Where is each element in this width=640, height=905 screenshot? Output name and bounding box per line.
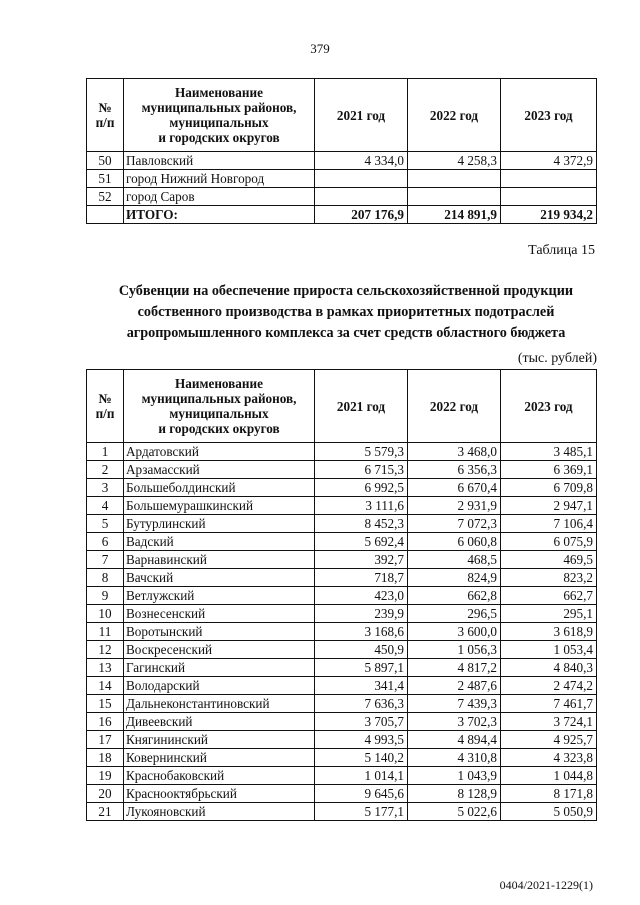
row-district-name: Княгининский (124, 731, 315, 749)
row-value-2021: 3 168,6 (315, 623, 408, 641)
row-number: 8 (87, 569, 124, 587)
header-2022: 2022 год (408, 370, 501, 443)
row-value-2023: 6 369,1 (501, 461, 597, 479)
table-title (90, 281, 602, 344)
row-value-2023: 3 724,1 (501, 713, 597, 731)
row-number: 10 (87, 605, 124, 623)
header-name-line: муниципальных районов, (141, 391, 297, 406)
row-value-2021: 5 579,3 (315, 443, 408, 461)
table-row (87, 443, 597, 461)
row-district-name: Бутурлинский (124, 515, 315, 533)
row-district-name: Воскресенский (124, 641, 315, 659)
row-value-2022: 3 468,0 (408, 443, 501, 461)
table-row (87, 785, 597, 803)
row-district-name: Большеболдинский (124, 479, 315, 497)
row-number: 19 (87, 767, 124, 785)
table-row (87, 170, 597, 188)
row-value-2022: 824,9 (408, 569, 501, 587)
row-district-name: город Саров (124, 188, 315, 206)
header-name (124, 370, 315, 443)
table-row (87, 803, 597, 821)
row-value-2022: 2 931,9 (408, 497, 501, 515)
row-value-2023: 823,2 (501, 569, 597, 587)
table-header-row (87, 370, 597, 443)
row-value-2022: 4 258,3 (408, 152, 501, 170)
table-row (87, 188, 597, 206)
table-header-row (87, 79, 597, 152)
table-row (87, 533, 597, 551)
row-district-name: Ветлужский (124, 587, 315, 605)
table-row (87, 587, 597, 605)
row-district-name: Вознесенский (124, 605, 315, 623)
row-district-name: Гагинский (124, 659, 315, 677)
row-number: 11 (87, 623, 124, 641)
row-district-name: Володарский (124, 677, 315, 695)
row-number: 5 (87, 515, 124, 533)
row-value-2023: 7 106,4 (501, 515, 597, 533)
row-district-name: Ардатовский (124, 443, 315, 461)
row-value-2022: 6 670,4 (408, 479, 501, 497)
row-value-2022 (408, 170, 501, 188)
row-value-2021 (315, 170, 408, 188)
row-value-2021: 1 014,1 (315, 767, 408, 785)
row-number: 17 (87, 731, 124, 749)
total-value-2022: 214 891,9 (408, 206, 501, 224)
row-value-2021: 423,0 (315, 587, 408, 605)
header-2021: 2021 год (315, 79, 408, 152)
row-value-2023: 4 840,3 (501, 659, 597, 677)
table-row (87, 695, 597, 713)
header-num (87, 370, 124, 443)
row-number: 6 (87, 533, 124, 551)
row-number: 52 (87, 188, 124, 206)
row-value-2022: 3 702,3 (408, 713, 501, 731)
header-name-line: муниципальных (169, 406, 269, 421)
page-number: 379 (310, 41, 330, 56)
table-row (87, 731, 597, 749)
row-number: 7 (87, 551, 124, 569)
row-value-2021: 5 897,1 (315, 659, 408, 677)
row-district-name: Лукояновский (124, 803, 315, 821)
row-number: 16 (87, 713, 124, 731)
table-row (87, 461, 597, 479)
row-value-2023: 2 474,2 (501, 677, 597, 695)
row-value-2022: 1 056,3 (408, 641, 501, 659)
total-empty-cell (87, 206, 124, 224)
row-value-2021: 9 645,6 (315, 785, 408, 803)
table-row (87, 749, 597, 767)
row-number: 4 (87, 497, 124, 515)
row-number: 9 (87, 587, 124, 605)
header-name-line: Наименование (175, 85, 263, 100)
table-row (87, 605, 597, 623)
row-district-name: Арзамасский (124, 461, 315, 479)
row-number: 15 (87, 695, 124, 713)
row-value-2023: 3 618,9 (501, 623, 597, 641)
row-value-2023: 295,1 (501, 605, 597, 623)
row-value-2021 (315, 188, 408, 206)
table-title-line: собственного производства в рамках приоритетных подотраслей (137, 304, 555, 320)
header-name-line: муниципальных (169, 115, 269, 130)
header-name-line: и городских округов (158, 130, 280, 145)
header-2022: 2022 год (408, 79, 501, 152)
row-value-2021: 6 992,5 (315, 479, 408, 497)
row-value-2022: 6 060,8 (408, 533, 501, 551)
row-value-2022 (408, 188, 501, 206)
table-row (87, 569, 597, 587)
row-value-2022: 5 022,6 (408, 803, 501, 821)
document-code: 0404/2021-1229(1) (499, 878, 593, 892)
table-title-line: Субвенции на обеспечение прироста сельскохозяйственной продукции (118, 283, 574, 299)
row-value-2023: 7 461,7 (501, 695, 597, 713)
row-value-2022: 7 072,3 (408, 515, 501, 533)
row-value-2021: 3 705,7 (315, 713, 408, 731)
row-value-2023: 4 925,7 (501, 731, 597, 749)
row-district-name: Воротынский (124, 623, 315, 641)
row-value-2023: 4 372,9 (501, 152, 597, 170)
row-value-2022: 468,5 (408, 551, 501, 569)
subsidies-table (86, 369, 597, 821)
row-district-name: Краснобаковский (124, 767, 315, 785)
row-value-2023: 8 171,8 (501, 785, 597, 803)
row-value-2023: 1 044,8 (501, 767, 597, 785)
row-value-2021: 341,4 (315, 677, 408, 695)
continued-table (86, 78, 597, 224)
row-value-2023: 4 323,8 (501, 749, 597, 767)
table-row (87, 551, 597, 569)
row-value-2022: 3 600,0 (408, 623, 501, 641)
row-district-name: Ковернинский (124, 749, 315, 767)
row-value-2022: 296,5 (408, 605, 501, 623)
table-row (87, 641, 597, 659)
row-value-2021: 450,9 (315, 641, 408, 659)
table-row (87, 767, 597, 785)
row-number: 12 (87, 641, 124, 659)
row-number: 3 (87, 479, 124, 497)
row-number: 1 (87, 443, 124, 461)
row-number: 13 (87, 659, 124, 677)
table-row (87, 713, 597, 731)
row-value-2022: 4 817,2 (408, 659, 501, 677)
row-value-2021: 3 111,6 (315, 497, 408, 515)
row-value-2021: 5 140,2 (315, 749, 408, 767)
total-label: ИТОГО: (124, 206, 315, 224)
table-row (87, 677, 597, 695)
table-row (87, 479, 597, 497)
row-value-2023: 6 075,9 (501, 533, 597, 551)
row-value-2023: 3 485,1 (501, 443, 597, 461)
row-value-2021: 392,7 (315, 551, 408, 569)
row-value-2022: 4 310,8 (408, 749, 501, 767)
row-value-2023: 6 709,8 (501, 479, 597, 497)
row-value-2021: 6 715,3 (315, 461, 408, 479)
header-num-line: № (98, 100, 112, 115)
row-number: 18 (87, 749, 124, 767)
row-value-2022: 662,8 (408, 587, 501, 605)
row-value-2022: 2 487,6 (408, 677, 501, 695)
row-value-2022: 4 894,4 (408, 731, 501, 749)
row-value-2021: 7 636,3 (315, 695, 408, 713)
row-number: 2 (87, 461, 124, 479)
row-value-2023: 5 050,9 (501, 803, 597, 821)
row-district-name: Краснооктябрьский (124, 785, 315, 803)
row-district-name: Большемурашкинский (124, 497, 315, 515)
row-value-2021: 5 177,1 (315, 803, 408, 821)
total-value-2023: 219 934,2 (501, 206, 597, 224)
row-value-2023 (501, 188, 597, 206)
row-value-2021: 239,9 (315, 605, 408, 623)
units-label: (тыс. рублей) (517, 351, 597, 366)
table-label: Таблица 15 (528, 243, 595, 258)
row-value-2023: 1 053,4 (501, 641, 597, 659)
row-district-name: город Нижний Новгород (124, 170, 315, 188)
header-2021: 2021 год (315, 370, 408, 443)
table-row (87, 515, 597, 533)
header-2023: 2023 год (501, 79, 597, 152)
table-row (87, 152, 597, 170)
row-district-name: Дальнеконстантиновский (124, 695, 315, 713)
header-name (124, 79, 315, 152)
row-value-2023 (501, 170, 597, 188)
row-district-name: Дивеевский (124, 713, 315, 731)
total-value-2021: 207 176,9 (315, 206, 408, 224)
header-name-line: Наименование (175, 376, 263, 391)
row-value-2022: 8 128,9 (408, 785, 501, 803)
header-num-line: № (98, 391, 112, 406)
header-num-line: п/п (95, 406, 115, 421)
total-row (87, 206, 597, 224)
row-value-2021: 4 334,0 (315, 152, 408, 170)
row-district-name: Вачский (124, 569, 315, 587)
row-value-2021: 8 452,3 (315, 515, 408, 533)
row-district-name: Вадский (124, 533, 315, 551)
row-value-2022: 1 043,9 (408, 767, 501, 785)
row-number: 14 (87, 677, 124, 695)
table-row (87, 623, 597, 641)
header-2023: 2023 год (501, 370, 597, 443)
table-row (87, 497, 597, 515)
header-num (87, 79, 124, 152)
header-name-line: муниципальных районов, (141, 100, 297, 115)
header-num-line: п/п (95, 115, 115, 130)
row-number: 20 (87, 785, 124, 803)
header-name-line: и городских округов (158, 421, 280, 436)
row-value-2021: 4 993,5 (315, 731, 408, 749)
row-value-2023: 662,7 (501, 587, 597, 605)
row-value-2021: 5 692,4 (315, 533, 408, 551)
row-number: 21 (87, 803, 124, 821)
row-number: 51 (87, 170, 124, 188)
row-number: 50 (87, 152, 124, 170)
table-title-line: агропромышленного комплекса за счет средств областного бюджета (126, 325, 566, 341)
row-value-2023: 469,5 (501, 551, 597, 569)
row-value-2022: 6 356,3 (408, 461, 501, 479)
row-district-name: Варнавинский (124, 551, 315, 569)
row-value-2022: 7 439,3 (408, 695, 501, 713)
row-value-2021: 718,7 (315, 569, 408, 587)
table-row (87, 659, 597, 677)
row-district-name: Павловский (124, 152, 315, 170)
row-value-2023: 2 947,1 (501, 497, 597, 515)
